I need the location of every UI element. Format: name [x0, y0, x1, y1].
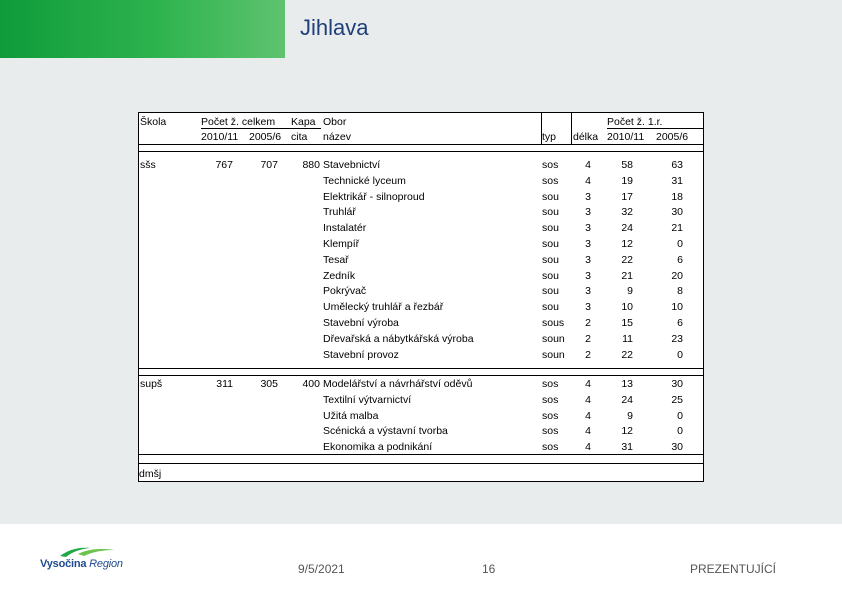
obor-type: sous — [542, 317, 565, 329]
header-divider — [139, 151, 703, 152]
obor-type: sos — [542, 409, 559, 422]
header-year-2010: 2010/11 — [201, 131, 239, 143]
header-obor: Obor — [323, 116, 347, 128]
first-year-2010: 11 — [622, 332, 633, 345]
obor-type: sos — [542, 441, 559, 454]
first-year-2010: 9 — [627, 285, 633, 298]
first-year-2005: 8 — [677, 285, 683, 298]
group-divider — [139, 368, 703, 369]
obor-name: Ekonomika a podnikání — [323, 441, 433, 454]
obor-name: Technické lyceum — [323, 174, 406, 187]
header-r2010: 2010/11 — [607, 131, 645, 143]
first-year-2010: 21 — [621, 269, 633, 282]
obor-name: Klempíř — [323, 238, 360, 250]
obor-type: sou — [542, 269, 559, 282]
first-year-2005: 23 — [671, 332, 683, 345]
obor-length: 4 — [585, 393, 591, 406]
school-table — [138, 112, 704, 482]
obor-type: soun — [542, 332, 565, 345]
obor-name: Umělecký truhlář a řezbář — [323, 301, 444, 314]
group-divider — [139, 375, 703, 376]
header-skola: Škola — [140, 116, 167, 128]
first-year-2005: 18 — [671, 190, 683, 203]
vysocina-logo — [40, 544, 136, 574]
obor-type: sou — [542, 285, 559, 298]
header-typ: typ — [542, 131, 557, 143]
obor-name: Scénická a výstavní tvorba — [323, 425, 448, 438]
obor-type: sou — [542, 222, 559, 235]
header-delka: délka — [573, 131, 599, 143]
header-vline — [571, 113, 572, 144]
capacity: 400 — [302, 378, 320, 390]
footer-page-number: 16 — [482, 562, 496, 576]
first-year-2010: 12 — [621, 425, 633, 438]
header-underline — [607, 128, 704, 129]
obor-type: sos — [542, 393, 559, 406]
obor-type: sou — [542, 206, 559, 219]
first-year-2010: 24 — [621, 393, 633, 406]
obor-name: Textilní výtvarnictví — [323, 393, 412, 406]
total-2010: 311 — [216, 378, 233, 390]
obor-length: 3 — [585, 269, 591, 282]
total-2010: 767 — [215, 159, 233, 171]
obor-length: 4 — [585, 441, 591, 454]
obor-name: Dřevařská a nábytkářská výroba — [323, 332, 474, 345]
obor-name: Pokrývač — [323, 285, 367, 298]
obor-name: Instalatér — [323, 222, 367, 235]
header-r2005: 2005/6 — [656, 131, 689, 143]
obor-type: sos — [542, 159, 559, 171]
first-year-2005: 21 — [671, 222, 683, 235]
first-year-2010: 12 — [621, 238, 633, 250]
header-year-2005: 2005/6 — [249, 131, 282, 143]
obor-type: sou — [542, 238, 559, 250]
obor-length: 3 — [585, 253, 591, 266]
first-year-2010: 9 — [627, 409, 633, 422]
header-kapacita: Kapa — [291, 116, 316, 128]
slide-header — [0, 0, 842, 58]
obor-name: Užitá malba — [323, 409, 379, 422]
first-year-2005: 31 — [671, 174, 683, 187]
first-year-2010: 13 — [621, 378, 633, 390]
obor-length: 3 — [585, 285, 591, 298]
first-year-2010: 17 — [621, 190, 633, 203]
capacity: 880 — [302, 159, 320, 171]
first-year-2005: 30 — [671, 378, 683, 390]
first-year-2010: 32 — [621, 206, 633, 219]
first-year-2005: 20 — [671, 269, 683, 282]
obor-length: 4 — [585, 425, 591, 438]
obor-type: soun — [542, 348, 565, 361]
obor-length: 4 — [585, 174, 591, 187]
obor-length: 4 — [585, 409, 591, 422]
row-dmsj-label: dmšj — [139, 468, 162, 480]
first-year-2005: 63 — [671, 159, 683, 171]
first-year-2005: 0 — [677, 425, 683, 438]
footer-date: 9/5/2021 — [298, 562, 345, 576]
header-pocet-1r: Počet ž. 1.r. — [607, 116, 663, 128]
first-year-2010: 24 — [621, 222, 633, 235]
obor-type: sou — [542, 301, 559, 314]
obor-type: sos — [542, 174, 559, 187]
header-kapacita-2: cita — [291, 131, 308, 143]
first-year-2010: 10 — [621, 301, 633, 314]
school-name: supš — [140, 378, 163, 390]
obor-length: 4 — [585, 378, 591, 390]
obor-name: Truhlář — [323, 206, 356, 219]
obor-length: 3 — [585, 238, 591, 250]
obor-length: 2 — [585, 317, 591, 329]
first-year-2010: 15 — [621, 317, 633, 329]
first-year-2005: 0 — [677, 238, 683, 250]
first-year-2005: 30 — [671, 441, 683, 454]
total-2005: 305 — [260, 378, 278, 390]
obor-type: sos — [542, 425, 559, 438]
obor-type: sos — [542, 378, 559, 390]
obor-name: Stavebnictví — [323, 159, 381, 171]
first-year-2005: 6 — [677, 253, 683, 266]
obor-name: Tesař — [323, 253, 349, 266]
first-year-2005: 25 — [671, 393, 683, 406]
first-year-2005: 6 — [677, 317, 683, 329]
obor-length: 2 — [585, 332, 591, 345]
header-vline — [541, 113, 542, 144]
first-year-2010: 22 — [621, 348, 633, 361]
header-pocet-celkem: Počet ž. celkem — [201, 116, 276, 128]
footer-presenter: PREZENTUJÍCÍ — [690, 562, 777, 576]
first-year-2005: 10 — [671, 301, 683, 314]
obor-length: 3 — [585, 301, 591, 314]
obor-name: Elektrikář - silnoproud — [323, 190, 425, 203]
first-year-2005: 0 — [677, 409, 683, 422]
slide-title: Jihlava — [300, 15, 369, 40]
obor-name: Stavební provoz — [323, 348, 399, 361]
obor-length: 3 — [585, 190, 591, 203]
obor-name: Stavební výroba — [323, 317, 399, 329]
first-year-2010: 58 — [621, 159, 633, 171]
logo-text: Vysočina Region — [40, 558, 123, 570]
first-year-2010: 19 — [621, 174, 633, 187]
group-divider — [139, 454, 703, 455]
obor-length: 3 — [585, 206, 591, 219]
header-green-band — [0, 0, 285, 58]
header-divider — [139, 144, 703, 145]
group-divider — [139, 463, 703, 464]
obor-type: sou — [542, 190, 559, 203]
first-year-2005: 30 — [671, 206, 683, 219]
first-year-2010: 22 — [621, 253, 633, 266]
obor-name: Modelářství a návrhářství oděvů — [323, 378, 473, 390]
header-underline — [201, 128, 321, 129]
obor-length: 4 — [585, 159, 591, 171]
obor-type: sou — [542, 253, 559, 266]
obor-length: 3 — [585, 222, 591, 235]
obor-name: Zedník — [323, 269, 356, 282]
header-nazev: název — [323, 131, 352, 143]
first-year-2005: 0 — [677, 348, 683, 361]
total-2005: 707 — [260, 159, 278, 171]
school-name: sšs — [140, 159, 156, 171]
obor-length: 2 — [585, 348, 591, 361]
first-year-2010: 31 — [621, 441, 633, 454]
